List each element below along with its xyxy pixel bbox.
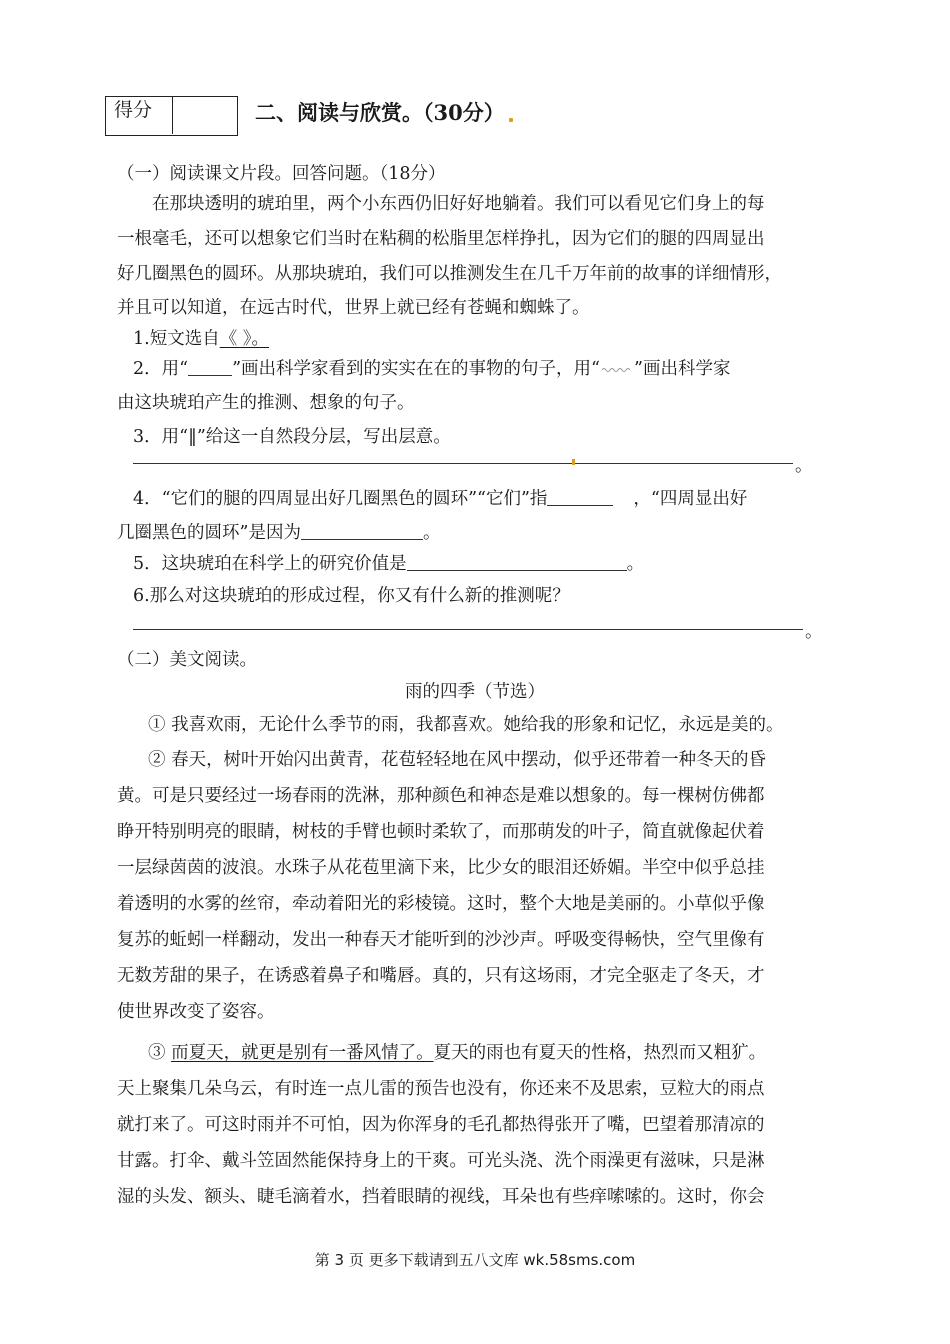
article-line: 湿的头发、额头、睫毛滴着水，挡着眼睛的视线，耳朵也有些痒嗦嗦的。这时，你会 (117, 1187, 765, 1207)
q6-period: 。 (805, 622, 823, 642)
q2-part-b: ”画出科学家看到的实实在在的事物的句子，用“ (232, 359, 600, 379)
q4-answer-blank-1[interactable] (547, 491, 613, 506)
dot-mark (509, 118, 513, 122)
q1-prefix: 1.短文选自 (133, 329, 220, 349)
section-title-text: 二、阅读与欣赏。（30分） (255, 100, 505, 125)
question-3: 3．用“‖”给这一自然段分层，写出层意。 (133, 427, 451, 447)
passage-line: 好几圈黑色的圆环。从那块琥珀，我们可以推测发生在几千万年前的故事的详细情形， (117, 264, 782, 284)
score-label: 得分 (106, 97, 173, 134)
question-2 (133, 355, 730, 380)
q2-part-a: 2．用“ (133, 359, 189, 379)
q6-answer-line[interactable] (133, 629, 803, 630)
article-title: 雨的四季（节选） (405, 682, 545, 702)
part2-heading: （二）美文阅读。 (117, 650, 257, 670)
article-line: 天上聚集几朵乌云，有时连一点儿雷的预告也没有，你还来不及思索，豆粒大的雨点 (117, 1079, 765, 1099)
score-box (105, 96, 238, 136)
q4-period: 。 (422, 523, 441, 543)
p3-underlined-sentence: 而夏天，就更是别有一番风情了。 (171, 1043, 434, 1063)
question-2-line2: 由这块琥珀产生的推测、想象的句子。 (117, 393, 415, 413)
article-line: 无数芳甜的果子，在诱惑着鼻子和嘴唇。真的，只有这场雨，才完全驱走了冬天，才 (117, 966, 765, 986)
article-line: 复苏的蚯蚓一样翻动，发出一种春天才能听到的沙沙声。呼吸变得畅快，空气里像有 (117, 930, 765, 950)
question-1 (133, 325, 269, 350)
passage-line: 一根毫毛，还可以想象它们当时在粘稠的松脂里怎样挣扎，因为它们的腿的四周显出 (117, 229, 765, 249)
question-4 (133, 485, 747, 510)
straight-underline-sample (188, 361, 232, 376)
q3-period: 。 (795, 456, 813, 476)
article-line: ① 我喜欢雨，无论什么季节的雨，我都喜欢。她给我的形象和记忆，永远是美的。 (148, 715, 784, 735)
q2-part-c: ”画出科学家 (634, 359, 731, 379)
passage-line: 在那块透明的琥珀里，两个小东西仍旧好好地躺着。我们可以看见它们身上的每 (152, 194, 765, 214)
article-paragraph-3 (148, 1039, 766, 1064)
passage-line: 并且可以知道，在远古时代，世界上就已经有苍蝇和蜘蛛了。 (117, 298, 590, 318)
article-line: 一层绿茵茵的波浪。水珠子从花苞里滴下来，比少女的眼泪还娇媚。半空中似乎总挂 (117, 858, 765, 878)
q4-answer-blank-2[interactable] (301, 525, 423, 540)
question-4-line2 (117, 519, 440, 544)
q5-answer-blank[interactable] (407, 556, 627, 571)
article-line: 甘露。打伞、戴斗笠固然能保持身上的干爽。可光头浇、洗个雨澡更有滋味，只是淋 (117, 1151, 765, 1171)
q5-period: 。 (626, 554, 645, 574)
p3-number: ③ (148, 1043, 172, 1063)
article-line: 睁开特别明亮的眼睛，树枝的手臂也顿时柔软了，而那萌发的叶子，简直就像起伏着 (117, 822, 765, 842)
article-line: 就打来了。可这时雨并不可怕，因为你浑身的毛孔都热得张开了嘴，巴望着那清凉的 (117, 1115, 765, 1135)
question-6: 6.那么对这块琥珀的形成过程，你又有什么新的推测呢？ (133, 586, 570, 606)
q4-part-a: 4．“它们的腿的四周显出好几圈黑色的圆环”“它们”指 (133, 489, 548, 509)
wavy-underline-sample (600, 364, 634, 374)
dot-mark (572, 459, 575, 465)
p3-rest: 夏天的雨也有夏天的性格，热烈而又粗犷。 (433, 1043, 767, 1063)
section-title (255, 97, 513, 127)
q4-part-b: ，“四周显出好 (633, 489, 748, 509)
part1-heading: （一）阅读课文片段。回答问题。（18分） (117, 164, 446, 184)
article-line: 黄。可是只要经过一场春雨的洗淋，那种颜色和神态是难以想象的。每一棵树仿佛都 (117, 786, 765, 806)
q1-answer-blank[interactable]: 《 》。 (219, 329, 270, 349)
q4-part-c: 几圈黑色的圆环”是因为 (117, 523, 301, 543)
article-line: ② 春天，树叶开始闪出黄青，花苞轻轻地在风中摆动，似乎还带着一种冬天的昏 (148, 750, 767, 770)
article-line: 使世界改变了姿容。 (117, 1002, 275, 1022)
article-line: 着透明的水雾的丝帘，牵动着阳光的彩棱镜。这时，整个大地是美丽的。小草似乎像 (117, 894, 765, 914)
q3-answer-line[interactable] (133, 463, 793, 464)
page-footer: 第 3 页 更多下载请到五八文库 wk.58sms.com (314, 1251, 636, 1269)
q5-text: 5．这块琥珀在科学上的研究价值是 (133, 554, 407, 574)
question-5 (133, 550, 644, 575)
